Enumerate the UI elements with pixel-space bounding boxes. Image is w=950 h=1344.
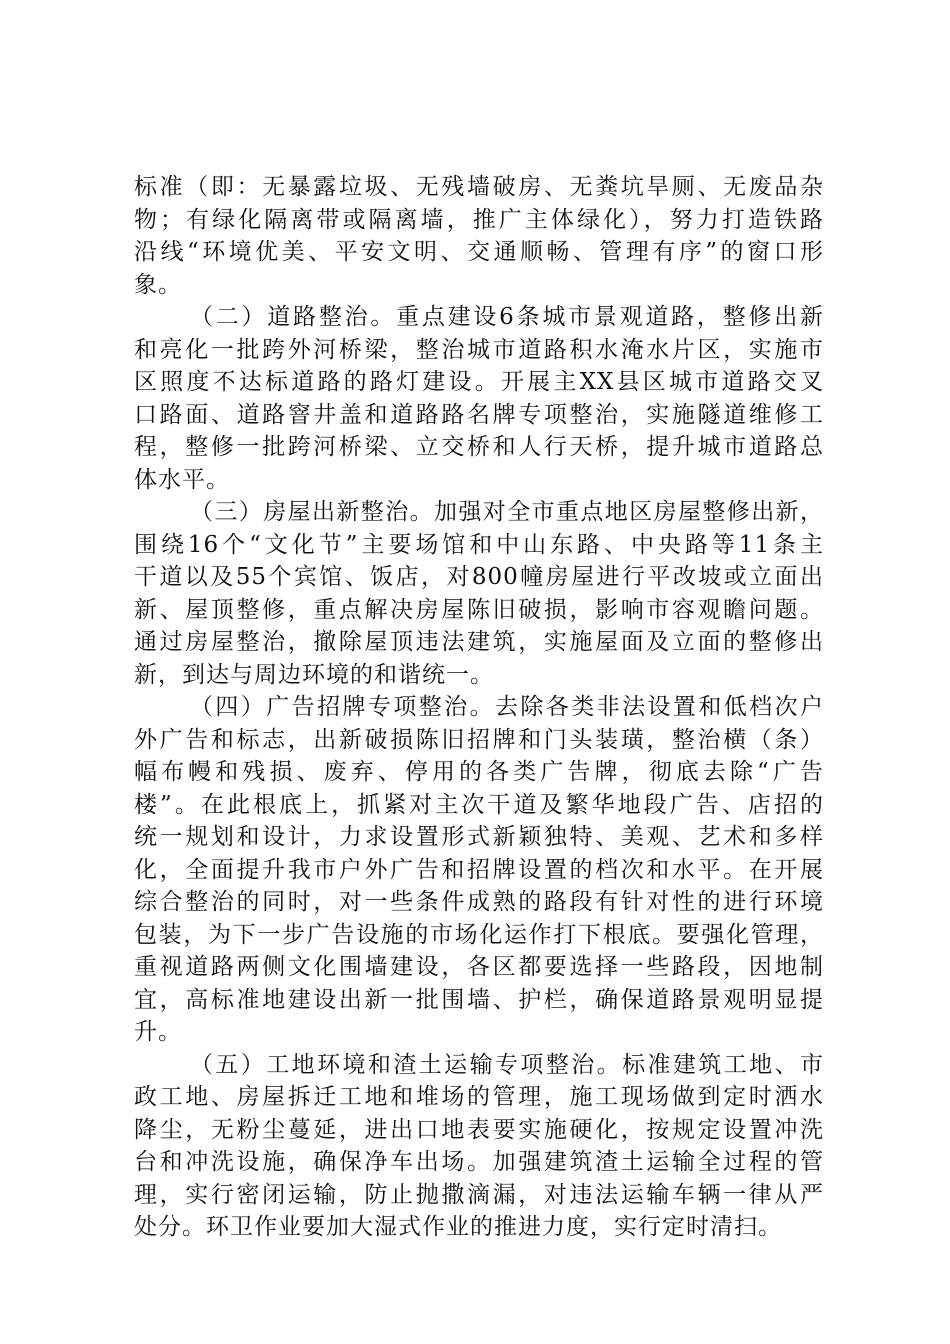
text-line: 外广告和标志，出新破损陈旧招牌和门头装璜，整治横（条） — [134, 726, 824, 753]
text-line: 政工地、房屋拆迁工地和堆场的管理，施工现场做到定时洒水 — [134, 1084, 824, 1110]
text-line: 区照度不达标道路的路灯建设。开展主XX县区城市道路交叉 — [134, 369, 824, 395]
text-line: 综合整治的同时，对一些条件成熟的路段有针对性的进行环境 — [134, 889, 824, 915]
text-line: 象。 — [134, 271, 182, 298]
text-line: 幅布幔和残损、废弃、停用的各类广告牌，彻底去除“广告 — [134, 759, 824, 785]
paragraph-intro-continued — [134, 171, 824, 301]
text-line: 包装，为下一步广告设施的市场化运作打下根底。要强化管理， — [134, 921, 824, 948]
text-line: 沿线“环境优美、平安文明、交通顺畅、管理有序”的窗口形 — [134, 239, 824, 265]
text-line: 标准（即：无暴露垃圾、无残墙破房、无粪坑旱厕、无废品杂 — [134, 174, 824, 200]
text-line: 干道以及55个宾馆、饭店，对800幢房屋进行平改坡或立面出 — [134, 564, 824, 590]
paragraph-construction-site-renovation — [134, 1049, 824, 1244]
text-line: 物；有绿化隔离带或隔离墙，推广主体绿化），努力打造铁路 — [134, 206, 824, 233]
text-line: 降尘，无粉尘蔓延，进出口地表要实施硬化，按规定设置冲洗 — [134, 1116, 824, 1143]
text-line: 化，全面提升我市户外广告和招牌设置的档次和水平。在开展 — [134, 856, 824, 883]
text-line: （五）工地环境和渣土运输专项整治。标准建筑工地、市 — [190, 1051, 824, 1078]
text-line: 和亮化一批跨外河桥梁，整治城市道路积水淹水片区，实施市 — [134, 336, 824, 363]
text-line: （四）广告招牌专项整治。去除各类非法设置和低档次户 — [190, 694, 824, 720]
paragraph-housing-renovation — [134, 496, 824, 691]
paragraph-road-renovation — [134, 301, 824, 496]
text-line: 处分。环卫作业要加大湿式作业的推进力度，实行定时清扫。 — [134, 1214, 782, 1240]
text-line: 通过房屋整治，撤除屋顶违法建筑，实施屋面及立面的整修出 — [134, 629, 824, 655]
text-line: （三）房屋出新整治。加强对全市重点地区房屋整修出新， — [190, 499, 824, 525]
text-line: 新、屋顶整修，重点解决房屋陈旧破损，影响市容观瞻问题。 — [134, 596, 824, 623]
document-body — [134, 171, 824, 1244]
text-line: 理，实行密闭运输，防止抛撒滴漏，对违法运输车辆一律从严 — [134, 1181, 824, 1208]
text-line: 体水平。 — [134, 466, 230, 493]
text-line: （二）道路整治。重点建设6条城市景观道路，整修出新 — [190, 304, 824, 330]
text-line: 重视道路两侧文化围墙建设，各区都要选择一些路段，因地制 — [134, 954, 824, 980]
text-line: 围绕16个“文化节”主要场馆和中山东路、中央路等11条主 — [134, 531, 824, 558]
text-line: 程，整修一批跨河桥梁、立交桥和人行天桥，提升城市道路总 — [134, 434, 824, 460]
text-line: 升。 — [134, 1019, 182, 1045]
text-line: 宜，高标准地建设出新一批围墙、护栏，确保道路景观明显提 — [134, 986, 824, 1013]
text-line: 口路面、道路窨井盖和道路路名牌专项整治，实施隧道维修工 — [134, 401, 824, 428]
text-line: 统一规划和设计，力求设置形式新颖独特、美观、艺术和多样 — [134, 824, 824, 850]
paragraph-signage-renovation — [134, 691, 824, 1049]
text-line: 台和冲洗设施，确保净车出场。加强建筑渣土运输全过程的管 — [134, 1149, 824, 1175]
text-line: 新，到达与周边环境的和谐统一。 — [134, 661, 494, 688]
text-line: 楼”。在此根底上，抓紧对主次干道及繁华地段广告、店招的 — [134, 791, 824, 818]
